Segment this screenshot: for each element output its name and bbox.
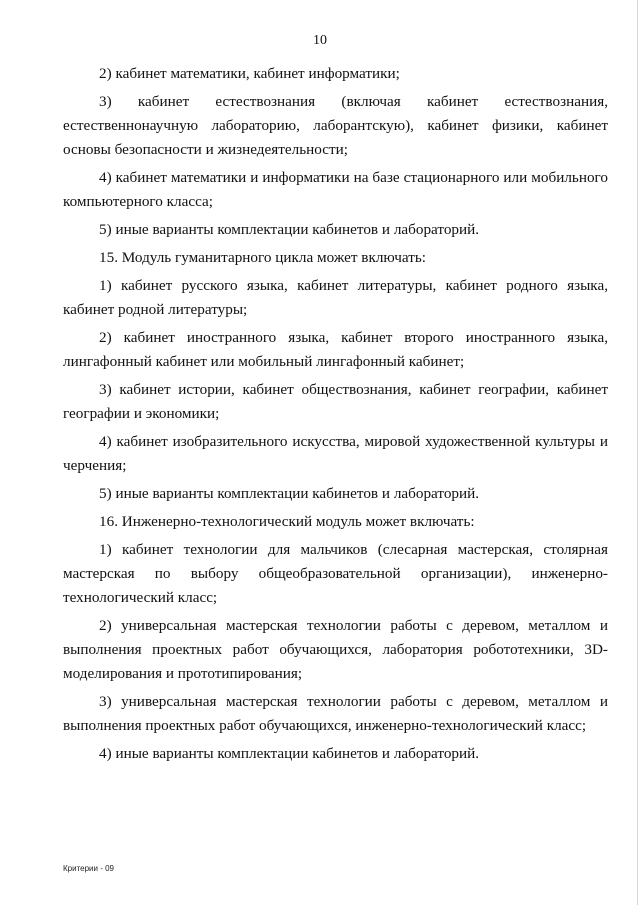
footer-label: Критерии - 09 [63,864,114,873]
page-number: 10 [313,33,327,48]
paragraph: 4) кабинет математики и информатики на базе стационарного или мобильного компьютерного класса; [63,169,608,210]
paragraph: 1) кабинет технологии для мальчиков (слесарная мастерская, столярная мастерская по выбору общеобразовательной организации), инженерно-технологический класс; [63,541,608,606]
paragraph: 1) кабинет русского языка, кабинет литературы, кабинет родного языка, кабинет родной литературы; [63,277,608,318]
paragraph: 3) кабинет естествознания (включая кабинет естествознания, естественнонаучную лабораторию, лаборантскую), кабинет физики, кабинет основы безопасности и жизнедеятельности; [63,93,608,158]
document-body [63,62,608,770]
paragraph: 2) кабинет математики, кабинет информатики; [99,65,400,82]
paragraph: 16. Инженерно-технологический модуль может включать: [99,513,475,530]
paragraph: 2) кабинет иностранного языка, кабинет второго иностранного языка, лингафонный кабинет или мобильный лингафонный кабинет; [63,329,608,370]
paragraph: 5) иные варианты комплектации кабинетов и лабораторий. [99,485,480,502]
page-edge-divider [637,0,638,905]
paragraph: 2) универсальная мастерская технологии работы с деревом, металлом и выполнения проектных работ обучающихся, лаборатория робототехники, 3D-моделирования и прототипирования; [63,617,608,682]
paragraph: 15. Модуль гуманитарного цикла может включать: [99,249,426,266]
paragraph: 4) иные варианты комплектации кабинетов и лабораторий. [99,745,480,762]
paragraph: 3) кабинет истории, кабинет обществознания, кабинет географии, кабинет географии и экономики; [63,381,608,422]
paragraph: 5) иные варианты комплектации кабинетов и лабораторий. [99,221,480,238]
paragraph: 3) универсальная мастерская технологии работы с деревом, металлом и выполнения проектных работ обучающихся, инженерно-технологический класс; [63,693,608,734]
paragraph: 4) кабинет изобразительного искусства, мировой художественной культуры и черчения; [63,433,608,474]
